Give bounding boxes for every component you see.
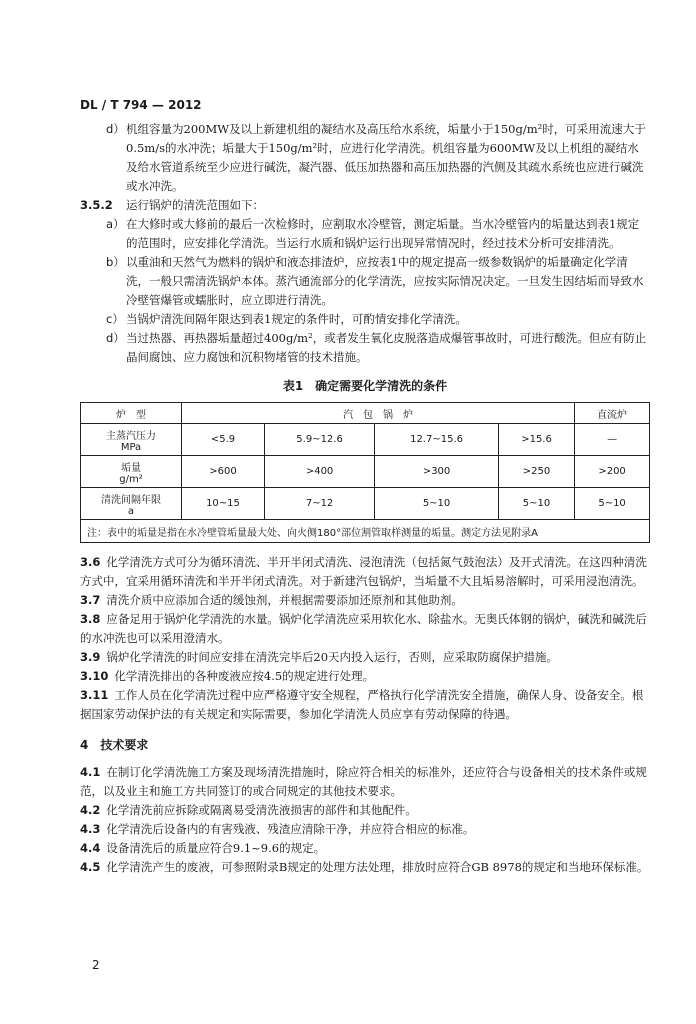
- table-cell: >15.6: [498, 424, 574, 456]
- table-cell: 10~15: [182, 488, 265, 520]
- table-cell: 7~12: [264, 488, 374, 520]
- table-cell: >400: [264, 456, 374, 488]
- header-once-through: 直流炉: [575, 403, 650, 424]
- section-3-9: 3.9 锅炉化学清洗的时间应安排在清洗完毕后20天内投入运行，否则，应采取防腐保护措施。: [80, 650, 559, 664]
- list-item-d-352-1: d） 机组容量为200MW及以上新建机组的凝结水及高压给水系统，垢量小于150g/m²时，可采用流速大于0.5m/s的水冲洗；垢量大于150g/m²时，应进行化学清洗。机组容量为600MW及以上机组的凝结水及给水管道系统至少应进行碱洗，凝汽器、低压加热器和高压加热器的汽侧及其疏水系统也应进行碱洗或水冲洗。: [106, 122, 646, 193]
- table-cell: 5.9~12.6: [264, 424, 374, 456]
- table-cell: 5~10: [498, 488, 574, 520]
- table-cell: >200: [575, 456, 650, 488]
- page-number: 2: [92, 958, 100, 972]
- section-4-2: 4.2 化学清洗前应拆除或隔离易受清洗液损害的部件和其他配件。: [80, 803, 417, 817]
- section-3-11: 3.11 工作人员在化学清洗过程中应严格遵守安全规程，严格执行化学清洗安全措施，确保人身、设备安全。根据国家劳动保护法的有关规定和实际需要，参加化学清洗人员应享有劳动保障的待遇。: [80, 688, 644, 721]
- section-3-7: 3.7 清洗介质中应添加合适的缓蚀剂，并根据需要添加还原剂和其他助剂。: [80, 593, 463, 607]
- table-cell: >300: [375, 456, 499, 488]
- table-header-row: [81, 403, 650, 424]
- table-note-row: [81, 520, 650, 543]
- cleaning-conditions-table: [80, 402, 650, 543]
- chapter-4-heading: 4 技术要求: [80, 738, 149, 752]
- header-drum-boiler: 汽 包 锅 炉: [182, 403, 575, 424]
- table-note: 注：表中的垢量是指在水冷壁管垢量最大处、向火侧180°部位割管取样测量的垢量。测定方法见附录A: [81, 520, 650, 543]
- table-cell: >250: [498, 456, 574, 488]
- row-label: 主蒸汽压力 MPa: [81, 424, 182, 456]
- table-cell: 5~10: [575, 488, 650, 520]
- list-item-c: c） 当锅炉清洗间隔年限达到表1规定的条件时，可酌情安排化学清洗。: [106, 312, 467, 326]
- section-3-8: 3.8 应备足用于锅炉化学清洗的水量。锅炉化学清洗应采用软化水、除盐水。无奥氏体钢的锅炉，碱洗和碱洗后的水冲洗也可以采用澄清水。: [80, 612, 647, 645]
- table-cell: 12.7~15.6: [375, 424, 499, 456]
- table-row: [81, 424, 650, 456]
- page-content: [80, 120, 650, 877]
- document-code: DL / T 794 — 2012: [80, 98, 202, 112]
- header-boiler-type: 炉 型: [81, 403, 182, 424]
- list-item-d: d） 当过热器、再热器垢量超过400g/m²，或者发生氧化皮脱落造成爆管事故时，可进行酸洗。但应有防止晶间腐蚀、应力腐蚀和沉积物堵管的技术措施。: [106, 331, 647, 364]
- list-item-a: a） 在大修时或大修前的最后一次检修时，应割取水冷壁管，测定垢量。当水冷壁管内的垢量达到表1规定的范围时，应安排化学清洗。当运行水质和锅炉运行出现异常情况时，经过技术分析可安排清洗。: [106, 217, 640, 250]
- table-row: [81, 456, 650, 488]
- table-row: [81, 488, 650, 520]
- table-cell: 5~10: [375, 488, 499, 520]
- list-item-b: b） 以重油和天然气为燃料的锅炉和液态排渣炉，应按表1中的规定提高一级参数锅炉的垢量确定化学清洗，一般只需清洗锅炉本体。蒸汽通流部分的化学清洗，应按实际情况决定。一旦发生因结垢而导致水冷壁管爆管或蠕胀时，应立即进行清洗。: [106, 255, 644, 307]
- section-3-10: 3.10 化学清洗排出的各种废液应按4.5的规定进行处理。: [80, 669, 375, 683]
- row-label: 垢量 g/m²: [81, 456, 182, 488]
- table-title: 表1 确定需要化学清洗的条件: [282, 379, 448, 393]
- section-4-3: 4.3 化学清洗后设备内的有害残液、残渣应清除干净，并应符合相应的标准。: [80, 822, 475, 836]
- section-4-5: 4.5 化学清洗产生的废液，可参照附录B规定的处理方法处理，排放时应符合GB 8978的规定和当地环保标准。: [80, 860, 649, 874]
- section-4-1: 4.1 在制订化学清洗施工方案及现场清洗措施时，除应符合相关的标准外，还应符合与设备相关的技术条件或规范，以及业主和施工方共同签订的或合同规定的其他技术要求。: [80, 765, 647, 798]
- table-cell: >600: [182, 456, 265, 488]
- table-cell: —: [575, 424, 650, 456]
- row-label: 清洗间隔年限 a: [81, 488, 182, 520]
- section-4-4: 4.4 设备清洗后的质量应符合9.1~9.6的规定。: [80, 841, 326, 855]
- section-3-6: 3.6 化学清洗方式可分为循环清洗、半开半闭式清洗、浸泡清洗（包括氮气鼓泡法）及开式清洗。在这四种清洗方式中，宜采用循环清洗和半开半闭式清洗。对于新建汽包锅炉，当垢量不大且垢易溶解时，可采用浸泡清洗。: [80, 555, 647, 588]
- table-cell: <5.9: [182, 424, 265, 456]
- section-3-5-2: 3.5.2 运行锅炉的清洗范围如下：: [80, 198, 264, 212]
